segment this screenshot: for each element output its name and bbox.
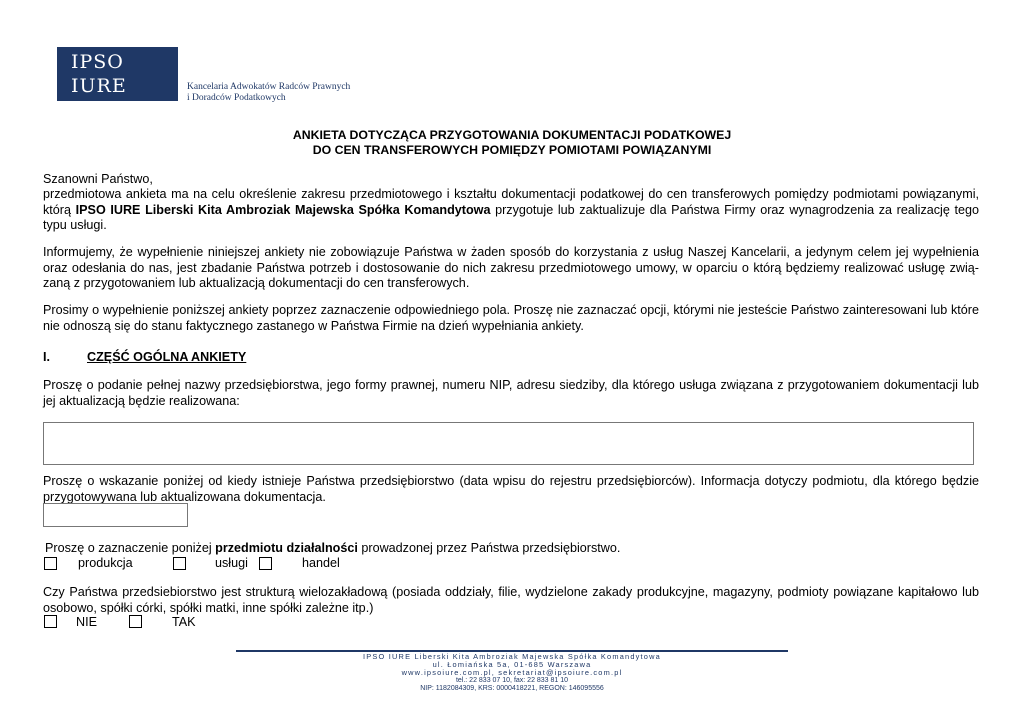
firm-subtitle-line2: i Doradców Podatkowych [187,93,286,103]
section-title: CZĘŚĆ OGÓLNA ANKIETY [87,350,247,364]
intro-p1-start: przedmiotowa ankieta ma na celu określenie zakresu przedmiotowego i kształtu dokumentacji podatkowej do cen transferowych pomiędzy podmiotami powiązanymi, którą [43,187,979,217]
checkbox-box-icon [44,615,57,628]
footer-web-email: www.ipsoiure.com.pl, sekretariat@ipsoiure.com.pl [401,668,623,677]
footer-phone: tel.: 22 833 07 10, fax: 22 833 81 10 [455,677,569,684]
intro-p1-end: przygotuje lub zaktualizuje dla Państwa Firmy oraz wynagrodzenia za realizację tego typu usługi. [43,202,980,232]
option-label-handel: handel [302,556,340,570]
section-number: I. [43,350,50,364]
checkbox-box-icon [129,615,142,628]
option-label-nie: NIE [76,615,97,629]
option-label-tak: TAK [172,615,196,629]
footer-firm-name: IPSO IURE Liberski Kita Ambroziak Majewska Spółka Komandytowa [363,652,661,661]
checkbox-uslugi[interactable] [173,556,186,570]
checkbox-nie[interactable] [44,614,57,628]
question-multi-establishment: Czy Państwa przedsiebiorstwo jest strukturą wielozakładową (posiada oddziały, filie, wydzielone zakady produkcyjne, magazyny, podmioty powiązane kapitałowo lub osobowo, spółki córki, spółki matki, inne spółki zależne itp.) [43,585,979,615]
document-title-line2: DO CEN TRANSFEROWYCH POMIĘDZY POMIOTAMI POWIĄZANYMI [312,143,712,157]
intro-paragraph-3: Prosimy o wypełnienie poniższej ankiety poprzez zaznaczenie odpowiedniego pola. Proszę nie zaznaczać opcji, którymi nie jesteście Państwo zainteresowani lub które nie odnoszą się do stanu faktycznego zastanego w Państwa Firmie na dzień wypełniania ankiety. [43,303,979,333]
checkbox-box-icon [44,557,57,570]
checkbox-handel[interactable] [259,556,272,570]
footer-address: ul. Łomiańska 5a, 01-685 Warszawa [432,660,592,669]
checkbox-produkcja[interactable] [44,556,57,570]
q3-start: Proszę o zaznaczenie poniżej [45,541,216,555]
logo [57,47,178,101]
firm-subtitle [187,82,350,104]
company-since-field[interactable] [43,503,188,527]
option-label-produkcja: produkcja [78,556,133,570]
checkbox-tak[interactable] [129,614,142,628]
checkbox-box-icon [173,557,186,570]
greeting: Szanowni Państwo, [43,172,153,186]
company-details-field[interactable] [43,422,974,465]
footer-registry: NIP: 1182084309, KRS: 0000418221, REGON: 146095556 [420,685,604,692]
q3-end: prowadzonej przez Państwa przedsiębiorstwo. [357,541,621,555]
logo-text-ipso: IPSO [71,51,124,73]
logo-text-iure: IURE [71,75,127,97]
intro-paragraph-2: Informujemy, że wypełnienie niniejszej ankiety nie zobowiązuje Państwa w żaden sposób do korzystania z usług Naszej Kancelarii, a jedynym celem jej wypełnienia oraz odesłania do nas, jest zbadanie Państwa potrzeb i dostosowanie do nich zakresu przedmiotowego umowy, w oparciu o którą będziemy realizować usługę zwią-zaną z przygotowaniem lub aktualizacją dokumentacji do cen transferowych. [43,245,979,290]
intro-paragraph-1 [43,187,979,234]
question-business-activity [45,541,981,557]
question-company-details: Proszę o podanie pełnej nazwy przedsiębiorstwa, jego formy prawnej, numeru NIP, adresu siedziby, dla którego usługa związana z przygotowaniem dokumentacji lub jej aktualizacją będzie realizowana: [43,378,979,408]
firm-subtitle-line1: Kancelaria Adwokatów Radców Prawnych [187,82,351,92]
checkbox-box-icon [259,557,272,570]
document-title-line1: ANKIETA DOTYCZĄCA PRZYGOTOWANIA DOKUMENTACJI PODATKOWEJ [292,128,732,142]
firm-name-bold: IPSO IURE Liberski Kita Ambroziak Majewska Spółka Komandytowa [75,202,491,217]
question-company-since: Proszę o wskazanie poniżej od kiedy istnieje Państwa przedsiębiorstwo (data wpisu do rejestru przedsiębiorców). Informacja dotyczy podmiotu, dla którego będzie przygotowywana lub aktualizowana dokumentacja. [43,474,979,504]
q3-bold: przedmiotu działalności [215,541,358,555]
option-label-uslugi: usługi [215,556,248,570]
